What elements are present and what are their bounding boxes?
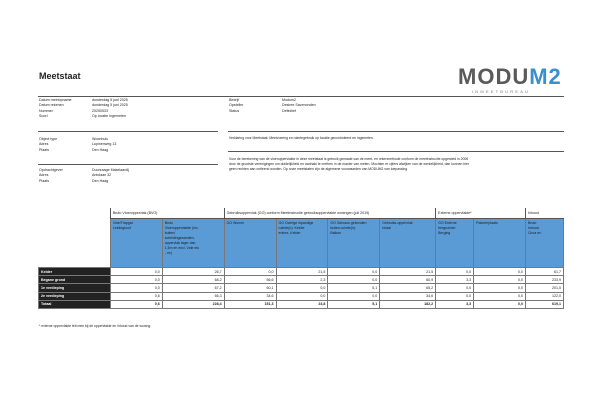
table-cell: 0,0 [328,276,380,284]
row-label: 2e verdieping [39,292,111,300]
table-cell: 3,3 [436,300,474,308]
info-key: Adres [39,142,49,147]
info-key: Opdrachtgever [39,168,63,172]
row-label: Begane grond [39,276,111,284]
table-cell: 34,6 [380,292,436,300]
table-cell: 0,0 [436,292,474,300]
measurement-table [38,208,564,309]
divider [38,96,564,97]
statement-text: Verklaring voor Meetstaat: Meetvoering en ruimtegebruik op locatie gecontroleerd en ingemeten. [229,136,374,140]
table-cell: 182,2 [380,300,436,308]
table-cell: 0,0 [110,268,162,276]
client-info [39,168,219,184]
table-cell: 122,0 [526,292,564,300]
col-header: Gebruiks-oppervlak totaal [380,219,436,268]
table-cell: 0,0 [474,276,526,284]
info-value: 20250533 [92,108,108,113]
info-value: Duurzaage Makelaardij [92,168,129,172]
table-cell: 0,6 [110,300,162,308]
table-cell: 65,2 [380,284,436,292]
info-value: Op locatie ingemeten [92,114,126,119]
logo-subtitle: INMEETBUREAU [472,89,531,94]
info-key: Status [229,108,240,113]
table-cell: 23,8 [276,300,328,308]
table-cell: 0,0 [436,284,474,292]
paragraph-line: Voor de berekening van de vloeroppervlakte in deze meetstaat is gebruik gemaakt van de meet- en rekenmethode conform de meetinstructie opgesteld in 2006 [229,157,469,161]
table-cell: 0,0 [224,268,276,276]
group-inhoud: Inhoud [526,208,564,219]
info-key: Object type [39,137,58,141]
info-row [229,109,559,114]
page-title: Meetstaat [39,71,81,81]
col-header: GO Overige inpandige ruimte(n): Kelder entree, Kelder [276,219,328,268]
table-cell: 3,3 [436,276,474,284]
info-key: Adres [39,173,49,178]
table-cell: 0,0 [474,268,526,276]
divider [38,131,218,132]
info-value: Woonhuis [92,137,108,141]
table-cell: 0,0 [328,268,380,276]
group-header-row [39,208,564,219]
object-info [39,137,219,153]
info-row [39,148,219,153]
table-cell: 68,2 [162,276,224,284]
table-cell: 5,1 [328,284,380,292]
info-value: Modum2 [282,98,296,102]
table-cell: 0,6 [110,292,162,300]
info-key: Soort [39,114,48,119]
divider [38,164,218,165]
table-row [39,292,564,300]
table-cell: 61,7 [526,268,564,276]
table-cell: 66,3 [162,292,224,300]
table-cell: 619,1 [526,300,564,308]
logo-text-main: MODU [458,64,530,89]
info-value: Definitief [282,108,296,113]
table-cell: 228,4 [162,300,224,308]
table-cell: 0,0 [276,284,328,292]
info-key: Nummer [39,108,53,113]
table-cell: 34,6 [224,292,276,300]
table-cell: 0,0 [474,284,526,292]
row-label: Kelder [39,268,111,276]
table-cell: 0,0 [328,292,380,300]
company-logo [458,66,564,96]
table-cell: 0,0 [474,292,526,300]
paragraph-line: door de grootste verenigingen om duidelijkheid en aanhaki te creëren in de manier van meten. Mochten er cijfers afwijken van de werkelijkheid, dan kunnen hier [229,162,469,166]
table-cell: 2,3 [276,276,328,284]
info-key: Plaats [39,147,49,152]
col-header: Bruto Vloeroppervlakte (inc. buiten/ scheidingswanden, oppervlak lager dan 1,5m en excl. Vide etc - m²) [162,219,224,268]
info-key: Datum meetopname [39,98,72,102]
col-header: Parkeerplaats [474,219,526,268]
table-cell: 0,0 [276,292,328,300]
table-row [39,284,564,292]
info-value: Den Haag [92,147,109,152]
col-header: Bruto Inhoud Circa m³ [526,219,564,268]
table-cell: 26,7 [162,268,224,276]
table-cell: 0,0 [474,300,526,308]
row-label: Totaal [39,300,111,308]
table-cell: 21,5 [380,268,436,276]
divider [228,151,564,152]
table-cell: 151,3 [224,300,276,308]
col-header: GO Externe bergruimte: Berging [436,219,474,268]
info-key: Datum rekenen [39,103,64,108]
info-value: Lupinenweg 13 [92,142,117,147]
info-value: Antolaan 32 [92,173,112,178]
table-cell: 0,0 [436,268,474,276]
total-row [39,300,564,308]
table-cell: 0,0 [110,284,162,292]
measurement-info [39,98,219,120]
divider [228,131,564,132]
info-value: donderdag 5 juni 2025 [92,103,128,108]
table-cell: 60,9 [380,276,436,284]
group-external: Externe oppervlakte* [436,208,526,219]
info-row [39,179,219,184]
table-row [39,276,564,284]
table-cell: 5,1 [328,300,380,308]
info-key: Plaats [39,178,49,183]
company-info [229,98,559,114]
table-cell: 56,6 [224,276,276,284]
group-bvo: Bruto Vloeroppervlak (BVO) [110,208,224,219]
info-value: donderdag 5 juni 2025 [92,98,128,102]
info-value: Den Haag [92,178,109,183]
column-header-row [39,219,564,268]
paragraph-line: geen rechten aan ontleend worden. Op onze meetstaten zijn de algemene voorwaarden van MODUM2 van toepassing. [229,167,409,171]
info-row [39,114,219,119]
group-go: Gebruiksoppervlak (GO) conform Meetinstructie gebruiksoppervlakte woningen (juli 2019) [224,208,436,219]
table-cell: 60,1 [224,284,276,292]
logo-text-accent: M2 [529,64,562,89]
methodology-paragraph [229,157,564,172]
info-value: Desiree Savenonden [282,103,316,108]
table-cell: 67,2 [162,284,224,292]
row-label: 1e verdieping [39,284,111,292]
table-row [39,268,564,276]
info-key: Opsteller [229,103,244,108]
info-key: Bedrijf [229,98,240,102]
col-header: GO Wonen [224,219,276,268]
table-cell: 0,0 [110,276,162,284]
table-cell: 21,5 [276,268,328,276]
col-header: GO Gebouw gebonden buiten-ruimte(n): Balkon [328,219,380,268]
footnote: * externe oppervlakte telt mee bij de oppervlakte en inhoud van de woning. [39,324,152,328]
table-cell: 201,5 [526,284,564,292]
table-cell: 233,9 [526,276,564,284]
col-header: Vide/Trapgat Leidingkoof [110,219,162,268]
